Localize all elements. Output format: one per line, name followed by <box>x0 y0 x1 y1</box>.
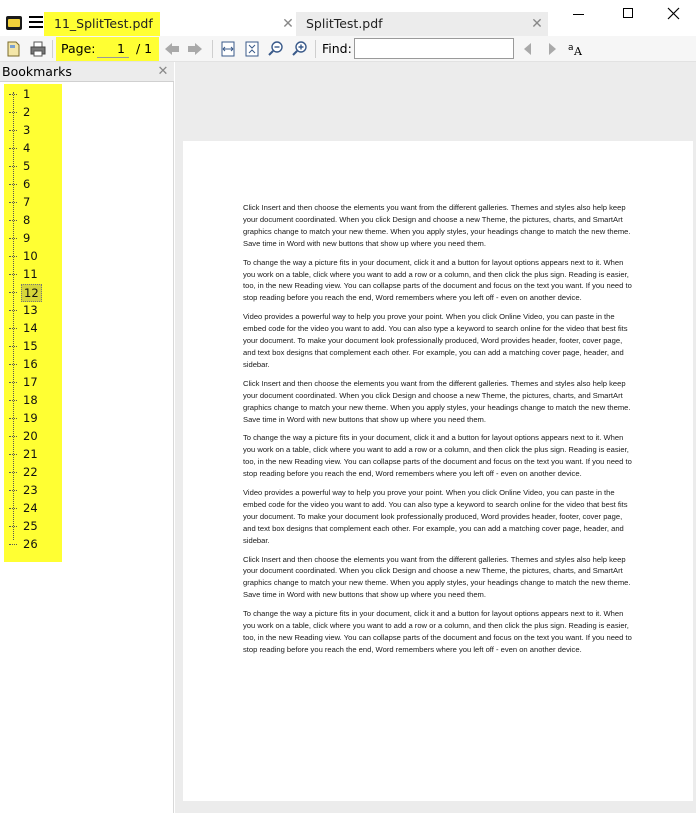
bookmark-item[interactable] <box>9 121 54 139</box>
bookmark-label: 1 <box>23 87 31 101</box>
title-bar <box>0 0 696 36</box>
bookmark-label: 18 <box>23 393 38 407</box>
bookmark-label: 11 <box>23 267 38 281</box>
bookmark-label: 2 <box>23 105 31 119</box>
tree-connector <box>9 436 17 437</box>
bookmark-label: 3 <box>23 123 31 137</box>
tree-connector <box>9 202 17 203</box>
tab-label: 11_SplitTest.pdf <box>54 16 153 31</box>
bookmark-label: 21 <box>23 447 38 461</box>
toolbar <box>0 36 696 62</box>
bookmark-item[interactable] <box>9 409 54 427</box>
bookmark-item[interactable] <box>9 373 54 391</box>
paragraph: Video provides a powerful way to help you prove your point. When you click Online Video, you can paste in the embed code for the video you want to add. You can also type a keyword to search online for the video that best fits your document. To make your document look professionally produced, Word provides header, footer, cover page, and text box designs that complement each other. For example, you can add a matching cover page, header, and sidebar. <box>243 312 628 369</box>
paragraph: Click Insert and then choose the elements you want from the different galleries. Themes and styles also help keep your document coordinated. When you click Design and choose a new Theme, the pictures, charts, and SmartArt graphics change to match your new theme. When you apply styles, your headings change to match the new theme. Save time in Word with new buttons that show up where you need them. <box>243 203 631 248</box>
paragraph: Click Insert and then choose the elements you want from the different galleries. Themes and styles also help keep your document coordinated. When you click Design and choose a new Theme, the pictures, charts, and SmartArt graphics change to match your new theme. When you apply styles, your headings change to match the new theme. Save time in Word with new buttons that show up where you need them. <box>243 554 631 600</box>
close-panel-icon[interactable]: ✕ <box>157 64 169 79</box>
bookmark-label: 17 <box>23 375 38 389</box>
bookmark-label: 6 <box>23 177 31 191</box>
tree-connector <box>9 508 17 509</box>
tree-connector <box>9 220 17 221</box>
bookmark-label: 14 <box>23 321 38 335</box>
bookmark-label: 10 <box>23 249 38 263</box>
bookmark-item[interactable] <box>9 229 54 247</box>
bookmark-label: 15 <box>23 339 38 353</box>
bookmark-item[interactable] <box>9 445 54 463</box>
bookmark-item[interactable] <box>9 157 54 175</box>
find-label: Find: <box>322 41 352 56</box>
tree-connector <box>9 544 17 545</box>
bookmark-label: 23 <box>23 483 38 497</box>
close-icon <box>667 7 680 20</box>
paragraph: To change the way a picture fits in your document, click it and a button for layout options appears next to it. When you work on a table, click where you want to add a row or a column, and then click the plus sign. Reading is easier, too, in the new Reading view. You can collapse parts of the document and focus on the text you want. If you need to stop reading before you reach the end, Word remembers where you left off - even on another device. <box>243 433 632 479</box>
bookmark-item[interactable] <box>9 319 54 337</box>
previous-page-icon[interactable] <box>163 40 181 58</box>
bookmark-label: 13 <box>23 303 38 317</box>
bookmark-item[interactable] <box>9 463 54 481</box>
bookmark-item[interactable] <box>9 499 54 517</box>
tree-connector <box>9 400 17 401</box>
bookmarks-panel <box>0 62 174 813</box>
tree-connector <box>9 418 17 419</box>
bookmark-label: 5 <box>23 159 31 173</box>
page-navigator <box>56 37 159 61</box>
document-viewer[interactable] <box>175 62 696 813</box>
tab-splittest[interactable] <box>296 12 548 36</box>
find-previous-icon[interactable] <box>519 40 537 58</box>
bookmark-label: 16 <box>23 357 38 371</box>
fit-page-icon[interactable] <box>243 40 261 58</box>
bookmark-label: 20 <box>23 429 38 443</box>
page-total: / 1 <box>136 41 153 56</box>
tab-close-icon[interactable]: ✕ <box>531 16 543 32</box>
tree-connector <box>9 490 17 491</box>
next-page-icon[interactable] <box>186 40 204 58</box>
tree-connector <box>9 94 17 95</box>
svg-text:a: a <box>568 43 574 53</box>
paragraph: Video provides a powerful way to help you prove your point. When you click Online Video, you can paste in the embed code for the video you want to add. You can also type a keyword to search online for the video that best fits your document. To make your document look professionally produced, Word provides header, footer, cover page, and text box designs that complement each other. For example, you can add a matching cover page, header, and sidebar. <box>243 488 628 545</box>
pdf-app-icon[interactable] <box>6 16 22 30</box>
fit-width-icon[interactable] <box>219 40 237 58</box>
bookmark-item[interactable] <box>9 193 54 211</box>
bookmark-item[interactable] <box>9 139 54 157</box>
toolbar-separator <box>315 40 316 58</box>
tree-connector <box>9 184 17 185</box>
tree-connector <box>9 292 17 293</box>
bookmark-item[interactable] <box>9 283 54 301</box>
bookmark-label: 26 <box>23 537 38 551</box>
bookmarks-header <box>0 62 174 82</box>
paragraph: To change the way a picture fits in your document, click it and a button for layout options appears next to it. When you work on a table, click where you want to add a row or a column, and then click the plus sign. Reading is easier, too, in the new Reading view. You can collapse parts of the document and focus on the text you want. If you need to stop reading before you reach the end, Word remembers where you left off - even on another device. <box>243 257 632 303</box>
maximize-icon <box>623 8 633 18</box>
bookmark-label: 22 <box>23 465 38 479</box>
svg-text:A: A <box>574 45 582 58</box>
tree-connector <box>9 238 17 239</box>
pdf-page <box>183 141 693 801</box>
tree-connector <box>9 364 17 365</box>
match-case-icon[interactable] <box>567 40 585 58</box>
tree-connector <box>9 166 17 167</box>
bookmark-label: 8 <box>23 213 31 227</box>
bookmark-item[interactable] <box>9 337 54 355</box>
bookmark-label: 19 <box>23 411 38 425</box>
minimize-icon <box>573 14 584 15</box>
open-file-icon[interactable] <box>5 40 23 58</box>
tree-connector <box>9 472 17 473</box>
tree-connector <box>9 526 17 527</box>
tree-connector <box>9 328 17 329</box>
tab-11-splittest[interactable] <box>44 12 160 36</box>
minimize-button[interactable] <box>560 2 596 24</box>
bookmark-item[interactable] <box>9 427 54 445</box>
zoom-out-icon[interactable] <box>267 40 285 58</box>
bookmark-label: 24 <box>23 501 38 515</box>
bookmark-item[interactable] <box>9 247 54 265</box>
page-label: Page: <box>61 41 96 56</box>
bookmarks-title: Bookmarks <box>2 64 72 79</box>
close-window-button[interactable] <box>655 2 691 24</box>
tree-connector <box>9 274 17 275</box>
bookmark-item[interactable] <box>9 355 54 373</box>
bookmark-item[interactable] <box>9 301 54 319</box>
bookmark-label: 7 <box>23 195 31 209</box>
find-input[interactable] <box>354 38 514 59</box>
bookmark-item[interactable] <box>9 103 54 121</box>
bookmark-label: 9 <box>23 231 31 245</box>
bookmark-item[interactable] <box>9 265 54 283</box>
toolbar-separator <box>52 40 53 58</box>
paragraph: To change the way a picture fits in your document, click it and a button for layout options appears next to it. When you work on a table, click where you want to add a row or a column, and then click the plus sign. Reading is easier, too, in the new Reading view. You can collapse parts of the document and focus on the text you want. If you need to stop reading before you reach the end, Word remembers where you left off - even on another device. <box>243 609 632 654</box>
tree-connector <box>9 112 17 113</box>
bookmark-item[interactable] <box>9 535 54 553</box>
bookmark-label: 25 <box>23 519 38 533</box>
find-next-icon[interactable] <box>543 40 561 58</box>
paragraph: Click Insert and then choose the elements you want from the different galleries. Themes and styles also help keep your document coordinated. When you click Design and choose a new Theme, the pictures, charts, and SmartArt graphics change to match your new theme. When you apply styles, your headings change to match the new theme. Save time in Word with new buttons that show up where you need them. <box>243 378 631 424</box>
toolbar-separator <box>212 40 213 58</box>
tree-connector <box>9 256 17 257</box>
bookmark-item[interactable] <box>9 175 54 193</box>
tree-connector <box>9 382 17 383</box>
tree-connector <box>9 148 17 149</box>
bookmark-label: 4 <box>23 141 31 155</box>
page-number-input[interactable] <box>97 40 129 58</box>
tree-connector <box>9 346 17 347</box>
page-content <box>243 202 635 663</box>
bookmark-label: 12 <box>21 284 42 302</box>
tab-label: SplitTest.pdf <box>306 16 383 31</box>
bookmark-item[interactable] <box>9 517 54 535</box>
zoom-in-icon[interactable] <box>291 40 309 58</box>
tab-close-icon[interactable]: ✕ <box>282 16 294 32</box>
bookmark-item[interactable] <box>9 481 54 499</box>
maximize-button[interactable] <box>610 2 646 24</box>
print-icon[interactable] <box>29 40 47 58</box>
tree-connector <box>9 454 17 455</box>
tree-connector <box>9 310 17 311</box>
bookmark-item[interactable] <box>9 85 54 103</box>
hamburger-menu-icon[interactable] <box>29 16 43 30</box>
tree-connector <box>9 130 17 131</box>
bookmark-item[interactable] <box>9 391 54 409</box>
bookmark-item[interactable] <box>9 211 54 229</box>
